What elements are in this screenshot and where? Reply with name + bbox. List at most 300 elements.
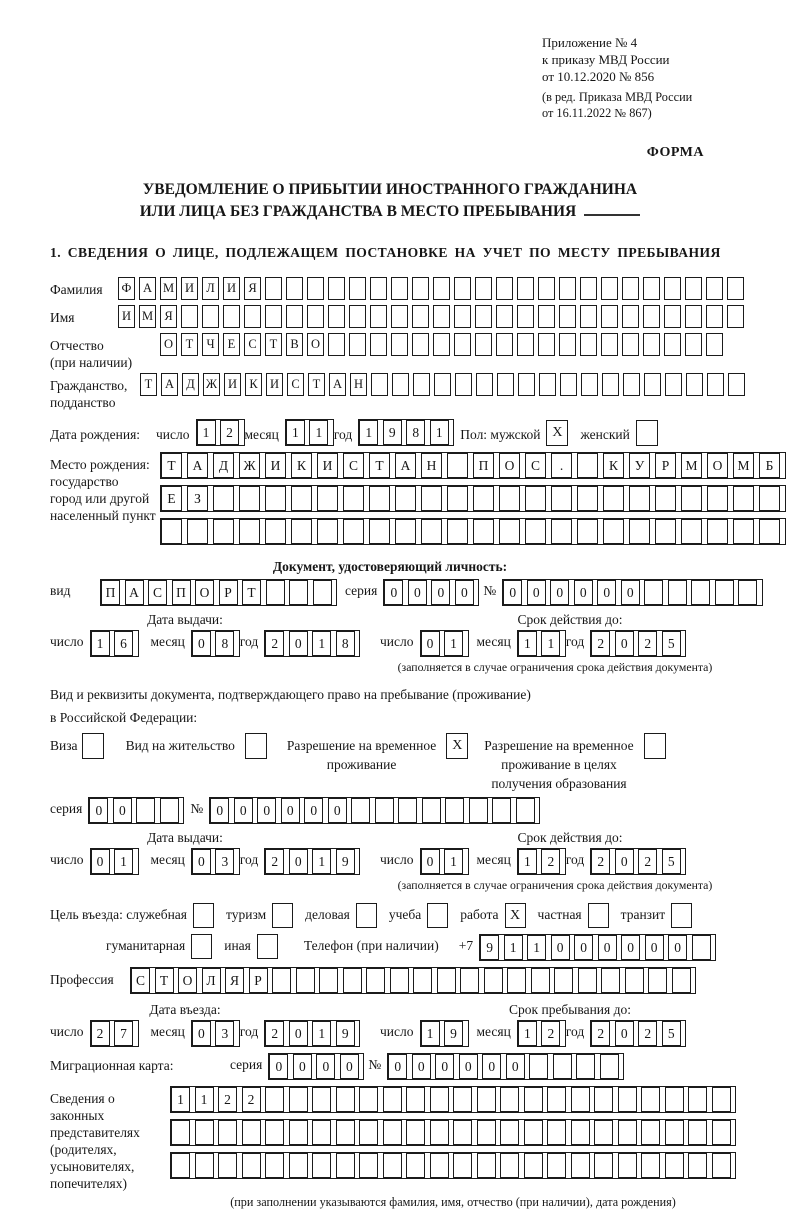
- char-box[interactable]: [553, 1054, 572, 1079]
- char-box[interactable]: 0: [621, 580, 640, 605]
- residence-permit-checkbox[interactable]: [245, 733, 267, 759]
- char-box[interactable]: 9: [336, 849, 355, 874]
- char-box[interactable]: 0: [459, 1054, 478, 1079]
- char-box[interactable]: [477, 1087, 496, 1112]
- char-box[interactable]: О: [195, 580, 214, 605]
- char-box[interactable]: Н: [350, 373, 367, 396]
- char-box[interactable]: [538, 277, 555, 300]
- char-box[interactable]: [560, 373, 577, 396]
- char-box[interactable]: [643, 333, 660, 356]
- char-box[interactable]: [453, 1120, 472, 1145]
- char-box[interactable]: Б: [759, 453, 780, 478]
- char-box[interactable]: [643, 277, 660, 300]
- stay-year[interactable]: [590, 1020, 686, 1047]
- purpose-transit-checkbox[interactable]: [671, 903, 692, 928]
- char-box[interactable]: [618, 1087, 637, 1112]
- char-box[interactable]: [507, 968, 526, 993]
- stay-day[interactable]: [420, 1020, 469, 1047]
- char-box[interactable]: 0: [408, 580, 427, 605]
- char-box[interactable]: А: [329, 373, 346, 396]
- char-box[interactable]: 1: [430, 420, 449, 445]
- char-box[interactable]: Е: [161, 486, 182, 511]
- char-box[interactable]: [370, 333, 387, 356]
- char-box[interactable]: [580, 305, 597, 328]
- char-box[interactable]: [580, 277, 597, 300]
- doc-issue-day[interactable]: [90, 630, 139, 657]
- char-box[interactable]: [413, 373, 430, 396]
- char-box[interactable]: Я: [244, 277, 261, 300]
- char-box[interactable]: Я: [160, 305, 177, 328]
- char-box[interactable]: 1: [359, 420, 378, 445]
- char-box[interactable]: [643, 305, 660, 328]
- char-box[interactable]: 5: [662, 1021, 681, 1046]
- char-box[interactable]: [213, 486, 234, 511]
- char-box[interactable]: Р: [655, 453, 676, 478]
- char-box[interactable]: [518, 373, 535, 396]
- birth-place-row3[interactable]: [160, 518, 786, 545]
- char-box[interactable]: 2: [638, 631, 657, 656]
- representatives-row3[interactable]: [170, 1152, 736, 1179]
- char-box[interactable]: В: [286, 333, 303, 356]
- resdoc-expiry-year[interactable]: [590, 848, 686, 875]
- char-box[interactable]: [265, 1153, 284, 1178]
- char-box[interactable]: [688, 1087, 707, 1112]
- char-box[interactable]: И: [265, 453, 286, 478]
- char-box[interactable]: 7: [114, 1021, 133, 1046]
- representatives-row2[interactable]: [170, 1119, 736, 1146]
- char-box[interactable]: [525, 519, 546, 544]
- char-box[interactable]: [312, 1120, 331, 1145]
- char-box[interactable]: 0: [412, 1054, 431, 1079]
- char-box[interactable]: [547, 1120, 566, 1145]
- char-box[interactable]: 1: [518, 849, 537, 874]
- doc-expiry-month[interactable]: [517, 630, 566, 657]
- char-box[interactable]: [395, 519, 416, 544]
- birth-place-row1[interactable]: [160, 452, 786, 479]
- char-box[interactable]: А: [395, 453, 416, 478]
- char-box[interactable]: [664, 277, 681, 300]
- char-box[interactable]: [437, 968, 456, 993]
- char-box[interactable]: Т: [140, 373, 157, 396]
- char-box[interactable]: [366, 968, 385, 993]
- char-box[interactable]: 0: [527, 580, 546, 605]
- char-box[interactable]: 2: [591, 1021, 610, 1046]
- char-box[interactable]: [496, 277, 513, 300]
- char-box[interactable]: 1: [114, 849, 133, 874]
- char-box[interactable]: [500, 1087, 519, 1112]
- char-box[interactable]: Д: [182, 373, 199, 396]
- char-box[interactable]: 2: [541, 1021, 560, 1046]
- citizenship-boxes[interactable]: [140, 373, 749, 396]
- birth-month-boxes[interactable]: [285, 419, 334, 446]
- char-box[interactable]: [391, 305, 408, 328]
- char-box[interactable]: [307, 305, 324, 328]
- char-box[interactable]: [524, 1120, 543, 1145]
- temp-residence-edu-checkbox[interactable]: [644, 733, 666, 759]
- char-box[interactable]: [712, 1153, 731, 1178]
- char-box[interactable]: [171, 1120, 190, 1145]
- resdoc-expiry-month[interactable]: [517, 848, 566, 875]
- char-box[interactable]: С: [244, 333, 261, 356]
- visa-checkbox[interactable]: [82, 733, 104, 759]
- char-box[interactable]: 0: [615, 849, 634, 874]
- char-box[interactable]: [655, 486, 676, 511]
- doc-issue-year[interactable]: [264, 630, 360, 657]
- representatives-row1[interactable]: [170, 1086, 736, 1113]
- char-box[interactable]: [691, 580, 710, 605]
- temp-residence-checkbox[interactable]: X: [446, 733, 468, 759]
- char-box[interactable]: [759, 486, 780, 511]
- char-box[interactable]: 2: [265, 849, 284, 874]
- char-box[interactable]: 0: [388, 1054, 407, 1079]
- char-box[interactable]: [551, 486, 572, 511]
- entry-month[interactable]: [191, 1020, 240, 1047]
- char-box[interactable]: С: [525, 453, 546, 478]
- char-box[interactable]: 0: [503, 580, 522, 605]
- char-box[interactable]: 0: [281, 798, 300, 823]
- char-box[interactable]: [496, 305, 513, 328]
- char-box[interactable]: [351, 798, 370, 823]
- char-box[interactable]: [551, 519, 572, 544]
- char-box[interactable]: [559, 305, 576, 328]
- resdoc-series-boxes[interactable]: [88, 797, 184, 824]
- sex-female-checkbox[interactable]: [636, 420, 658, 446]
- char-box[interactable]: [500, 1120, 519, 1145]
- char-box[interactable]: [475, 333, 492, 356]
- char-box[interactable]: [171, 1153, 190, 1178]
- char-box[interactable]: [603, 519, 624, 544]
- char-box[interactable]: [265, 305, 282, 328]
- char-box[interactable]: С: [343, 453, 364, 478]
- char-box[interactable]: [469, 798, 488, 823]
- char-box[interactable]: [644, 580, 663, 605]
- char-box[interactable]: [319, 968, 338, 993]
- char-box[interactable]: [434, 373, 451, 396]
- patronymic-boxes[interactable]: [160, 333, 727, 356]
- char-box[interactable]: [477, 1153, 496, 1178]
- char-box[interactable]: 1: [91, 631, 110, 656]
- char-box[interactable]: 1: [171, 1087, 190, 1112]
- char-box[interactable]: [538, 305, 555, 328]
- char-box[interactable]: [398, 798, 417, 823]
- char-box[interactable]: [453, 1153, 472, 1178]
- char-box[interactable]: 0: [89, 798, 108, 823]
- char-box[interactable]: Е: [223, 333, 240, 356]
- resdoc-issue-day[interactable]: [90, 848, 139, 875]
- char-box[interactable]: [195, 1153, 214, 1178]
- char-box[interactable]: [622, 305, 639, 328]
- char-box[interactable]: [383, 1120, 402, 1145]
- char-box[interactable]: П: [473, 453, 494, 478]
- char-box[interactable]: П: [101, 580, 120, 605]
- char-box[interactable]: [195, 1120, 214, 1145]
- char-box[interactable]: 0: [289, 1021, 308, 1046]
- char-box[interactable]: [289, 1087, 308, 1112]
- char-box[interactable]: [625, 968, 644, 993]
- char-box[interactable]: [421, 519, 442, 544]
- char-box[interactable]: [712, 1087, 731, 1112]
- purpose-study-checkbox[interactable]: [427, 903, 448, 928]
- birth-day-boxes[interactable]: [196, 419, 245, 446]
- char-box[interactable]: [580, 333, 597, 356]
- char-box[interactable]: [707, 519, 728, 544]
- char-box[interactable]: [665, 1087, 684, 1112]
- char-box[interactable]: [218, 1120, 237, 1145]
- char-box[interactable]: [218, 1153, 237, 1178]
- char-box[interactable]: [618, 1120, 637, 1145]
- char-box[interactable]: [202, 305, 219, 328]
- char-box[interactable]: Ж: [203, 373, 220, 396]
- char-box[interactable]: 0: [421, 631, 440, 656]
- char-box[interactable]: [581, 373, 598, 396]
- char-box[interactable]: 3: [215, 1021, 234, 1046]
- char-box[interactable]: [430, 1120, 449, 1145]
- char-box[interactable]: [733, 486, 754, 511]
- char-box[interactable]: [685, 277, 702, 300]
- char-box[interactable]: 1: [518, 1021, 537, 1046]
- char-box[interactable]: [343, 968, 362, 993]
- char-box[interactable]: [296, 968, 315, 993]
- birth-year-boxes[interactable]: [358, 419, 454, 446]
- char-box[interactable]: К: [603, 453, 624, 478]
- char-box[interactable]: [668, 580, 687, 605]
- char-box[interactable]: [239, 486, 260, 511]
- char-box[interactable]: [728, 373, 745, 396]
- char-box[interactable]: 0: [615, 1021, 634, 1046]
- char-box[interactable]: [317, 486, 338, 511]
- char-box[interactable]: [622, 333, 639, 356]
- char-box[interactable]: [499, 486, 520, 511]
- char-box[interactable]: [602, 373, 619, 396]
- char-box[interactable]: 2: [220, 420, 239, 445]
- char-box[interactable]: [727, 277, 744, 300]
- birth-place-row2[interactable]: [160, 485, 786, 512]
- char-box[interactable]: 9: [480, 935, 499, 960]
- char-box[interactable]: А: [139, 277, 156, 300]
- char-box[interactable]: [685, 333, 702, 356]
- purpose-other-checkbox[interactable]: [257, 934, 278, 959]
- char-box[interactable]: [369, 486, 390, 511]
- char-box[interactable]: С: [287, 373, 304, 396]
- char-box[interactable]: 0: [435, 1054, 454, 1079]
- char-box[interactable]: 8: [336, 631, 355, 656]
- char-box[interactable]: [665, 1153, 684, 1178]
- char-box[interactable]: [688, 1153, 707, 1178]
- char-box[interactable]: [681, 486, 702, 511]
- char-box[interactable]: [571, 1087, 590, 1112]
- char-box[interactable]: [349, 333, 366, 356]
- char-box[interactable]: 1: [309, 420, 328, 445]
- char-box[interactable]: [317, 519, 338, 544]
- char-box[interactable]: 0: [506, 1054, 525, 1079]
- char-box[interactable]: [641, 1120, 660, 1145]
- char-box[interactable]: [525, 486, 546, 511]
- char-box[interactable]: [629, 519, 650, 544]
- char-box[interactable]: [688, 1120, 707, 1145]
- char-box[interactable]: [578, 968, 597, 993]
- char-box[interactable]: [672, 968, 691, 993]
- char-box[interactable]: [601, 305, 618, 328]
- sex-male-checkbox[interactable]: X: [546, 420, 568, 446]
- char-box[interactable]: 8: [406, 420, 425, 445]
- char-box[interactable]: [484, 968, 503, 993]
- char-box[interactable]: 0: [668, 935, 687, 960]
- char-box[interactable]: 0: [574, 580, 593, 605]
- char-box[interactable]: [712, 1120, 731, 1145]
- char-box[interactable]: [571, 1120, 590, 1145]
- purpose-work-checkbox[interactable]: X: [505, 903, 526, 928]
- char-box[interactable]: [601, 333, 618, 356]
- char-box[interactable]: [692, 935, 711, 960]
- char-box[interactable]: [538, 333, 555, 356]
- char-box[interactable]: [136, 798, 155, 823]
- char-box[interactable]: [370, 277, 387, 300]
- char-box[interactable]: [516, 798, 535, 823]
- char-box[interactable]: [577, 519, 598, 544]
- char-box[interactable]: 1: [444, 849, 463, 874]
- char-box[interactable]: [454, 277, 471, 300]
- char-box[interactable]: [706, 305, 723, 328]
- char-box[interactable]: [343, 519, 364, 544]
- char-box[interactable]: 0: [598, 935, 617, 960]
- char-box[interactable]: [644, 373, 661, 396]
- doc-kind-boxes[interactable]: [100, 579, 337, 606]
- char-box[interactable]: [328, 305, 345, 328]
- char-box[interactable]: [430, 1153, 449, 1178]
- purpose-business-checkbox[interactable]: [356, 903, 377, 928]
- char-box[interactable]: 5: [662, 631, 681, 656]
- char-box[interactable]: [369, 519, 390, 544]
- char-box[interactable]: [547, 1087, 566, 1112]
- char-box[interactable]: [160, 798, 179, 823]
- char-box[interactable]: 0: [192, 849, 211, 874]
- char-box[interactable]: [266, 580, 285, 605]
- char-box[interactable]: 1: [518, 631, 537, 656]
- char-box[interactable]: [738, 580, 757, 605]
- char-box[interactable]: [539, 373, 556, 396]
- char-box[interactable]: [359, 1087, 378, 1112]
- char-box[interactable]: 0: [384, 580, 403, 605]
- char-box[interactable]: 0: [328, 798, 347, 823]
- char-box[interactable]: И: [223, 277, 240, 300]
- char-box[interactable]: [447, 519, 468, 544]
- char-box[interactable]: [547, 1153, 566, 1178]
- char-box[interactable]: У: [629, 453, 650, 478]
- char-box[interactable]: [412, 333, 429, 356]
- char-box[interactable]: [289, 1120, 308, 1145]
- char-box[interactable]: О: [499, 453, 520, 478]
- char-box[interactable]: [499, 519, 520, 544]
- char-box[interactable]: Н: [421, 453, 442, 478]
- char-box[interactable]: [359, 1120, 378, 1145]
- char-box[interactable]: [289, 580, 308, 605]
- char-box[interactable]: М: [733, 453, 754, 478]
- char-box[interactable]: [349, 277, 366, 300]
- char-box[interactable]: [349, 305, 366, 328]
- char-box[interactable]: [395, 486, 416, 511]
- char-box[interactable]: [618, 1153, 637, 1178]
- char-box[interactable]: [187, 519, 208, 544]
- char-box[interactable]: [336, 1153, 355, 1178]
- char-box[interactable]: [181, 305, 198, 328]
- char-box[interactable]: [406, 1153, 425, 1178]
- char-box[interactable]: [601, 968, 620, 993]
- char-box[interactable]: [500, 1153, 519, 1178]
- char-box[interactable]: 0: [621, 935, 640, 960]
- char-box[interactable]: [577, 486, 598, 511]
- char-box[interactable]: [383, 1087, 402, 1112]
- char-box[interactable]: 0: [257, 798, 276, 823]
- char-box[interactable]: [421, 486, 442, 511]
- char-box[interactable]: [454, 305, 471, 328]
- char-box[interactable]: 0: [269, 1054, 288, 1079]
- entry-day[interactable]: [90, 1020, 139, 1047]
- char-box[interactable]: Ж: [239, 453, 260, 478]
- char-box[interactable]: Д: [213, 453, 234, 478]
- char-box[interactable]: [413, 968, 432, 993]
- char-box[interactable]: [664, 305, 681, 328]
- char-box[interactable]: 8: [215, 631, 234, 656]
- char-box[interactable]: [524, 1153, 543, 1178]
- char-box[interactable]: [576, 1054, 595, 1079]
- char-box[interactable]: С: [148, 580, 167, 605]
- char-box[interactable]: [454, 333, 471, 356]
- char-box[interactable]: 0: [192, 631, 211, 656]
- doc-expiry-year[interactable]: [590, 630, 686, 657]
- char-box[interactable]: [554, 968, 573, 993]
- char-box[interactable]: 2: [638, 849, 657, 874]
- char-box[interactable]: [473, 519, 494, 544]
- char-box[interactable]: И: [224, 373, 241, 396]
- char-box[interactable]: Т: [155, 968, 174, 993]
- doc-issue-month[interactable]: [191, 630, 240, 657]
- char-box[interactable]: Ч: [202, 333, 219, 356]
- migration-series-boxes[interactable]: [268, 1053, 364, 1080]
- char-box[interactable]: 0: [431, 580, 450, 605]
- char-box[interactable]: [406, 1120, 425, 1145]
- char-box[interactable]: А: [187, 453, 208, 478]
- char-box[interactable]: [286, 305, 303, 328]
- char-box[interactable]: Л: [202, 277, 219, 300]
- char-box[interactable]: [312, 1087, 331, 1112]
- char-box[interactable]: [492, 798, 511, 823]
- char-box[interactable]: 0: [316, 1054, 335, 1079]
- char-box[interactable]: 0: [551, 935, 570, 960]
- char-box[interactable]: 2: [591, 849, 610, 874]
- char-box[interactable]: 2: [591, 631, 610, 656]
- char-box[interactable]: М: [160, 277, 177, 300]
- char-box[interactable]: [265, 486, 286, 511]
- char-box[interactable]: [641, 1087, 660, 1112]
- char-box[interactable]: 1: [312, 631, 331, 656]
- char-box[interactable]: 1: [286, 420, 305, 445]
- char-box[interactable]: Т: [161, 453, 182, 478]
- char-box[interactable]: [681, 519, 702, 544]
- char-box[interactable]: Т: [242, 580, 261, 605]
- char-box[interactable]: 0: [91, 849, 110, 874]
- char-box[interactable]: [727, 305, 744, 328]
- stay-month[interactable]: [517, 1020, 566, 1047]
- char-box[interactable]: 5: [662, 849, 681, 874]
- char-box[interactable]: Т: [181, 333, 198, 356]
- char-box[interactable]: [594, 1120, 613, 1145]
- char-box[interactable]: 0: [574, 935, 593, 960]
- char-box[interactable]: [473, 486, 494, 511]
- char-box[interactable]: [623, 373, 640, 396]
- char-box[interactable]: [433, 333, 450, 356]
- char-box[interactable]: 0: [482, 1054, 501, 1079]
- char-box[interactable]: [665, 1120, 684, 1145]
